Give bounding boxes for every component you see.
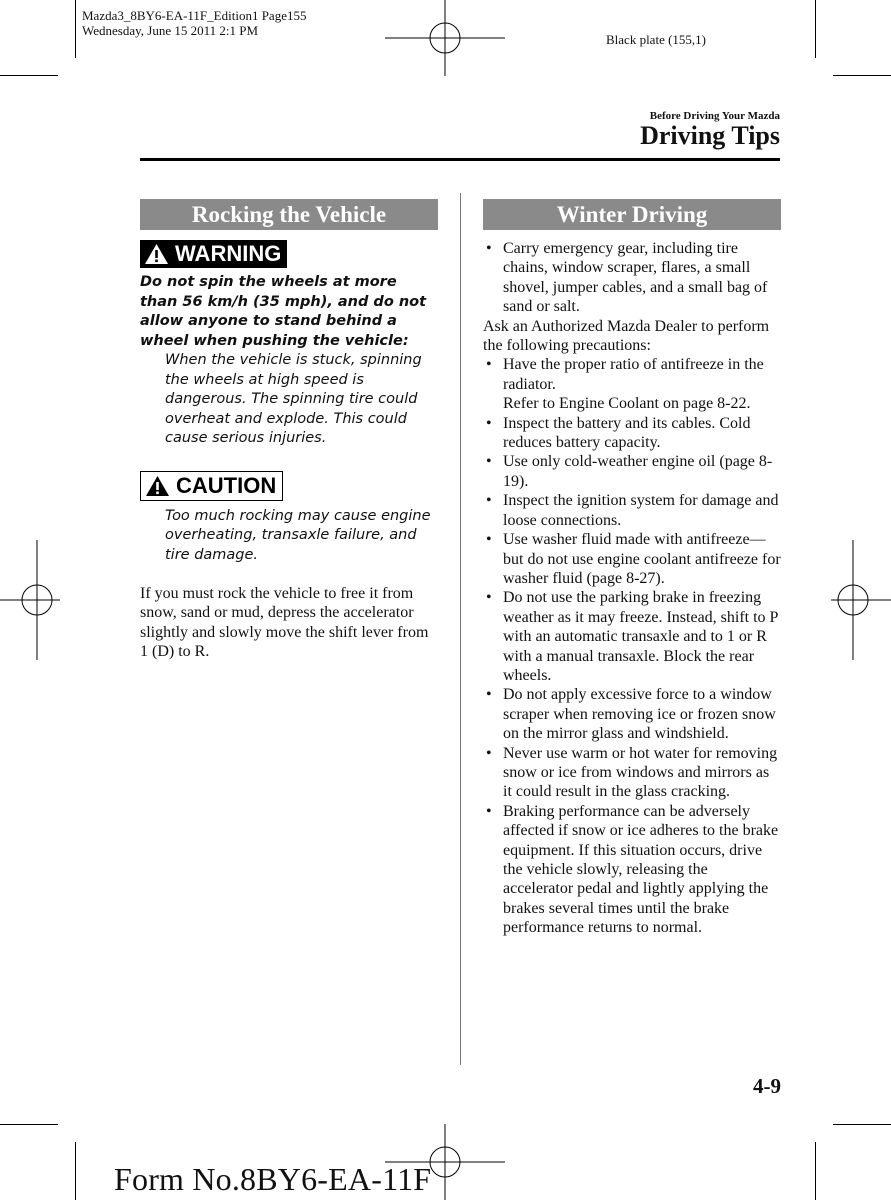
- list-item-text: Never use warm or hot water for removing snow or ice from windows and mirrors as it could result in the glass cracking.: [503, 744, 778, 801]
- registration-mark-icon: [0, 540, 60, 660]
- bullet-icon: •: [486, 492, 492, 510]
- registration-mark-icon: [385, 0, 505, 76]
- list-item-text: Carry emergency gear, including tire chains, window scraper, flares, a small shovel, jumper cables, and a small bag of sand or salt.: [503, 240, 768, 316]
- warning-lead: Do not spin the wheels at more than 56 km/h (35 mph), and do not allow anyone to stand behind a wheel when pushing the vehicle:: [140, 274, 427, 349]
- column-divider: [460, 193, 461, 1065]
- warning-label: WARNING: [175, 241, 282, 266]
- list-item-text: Inspect the battery and its cables. Cold reduces battery capacity.: [503, 414, 751, 452]
- page-title: Driving Tips: [640, 121, 780, 150]
- list-item: [483, 802, 781, 938]
- list-item-text: Use washer fluid made with antifreeze—but do not use engine coolant antifreeze for washer fluid (page 8-27).: [503, 531, 781, 587]
- caution-badge: [140, 471, 283, 501]
- form-number: Form No.8BY6-EA-11F: [114, 1161, 432, 1197]
- list-item: [483, 239, 781, 317]
- warning-triangle-icon: [144, 243, 169, 265]
- list-item: [483, 452, 781, 491]
- crop-mark: [0, 1124, 58, 1125]
- print-date-line: Wednesday, June 15 2011 2:1 PM: [82, 23, 259, 38]
- list-item-text: Have the proper ratio of antifreeze in the radiator.: [503, 356, 764, 393]
- bullet-icon: •: [486, 744, 492, 762]
- crop-mark: [75, 1142, 76, 1200]
- warning-badge-wrap: [140, 240, 287, 268]
- list-item: [483, 588, 781, 685]
- caution-detail: Too much rocking may cause engine overheating, transaxle failure, and tire damage.: [165, 507, 431, 563]
- warning-badge: [140, 240, 287, 268]
- list-item-text: Do not use the parking brake in freezing weather as it may freeze. Instead, shift to P with an automatic transaxle and to 1 or R with a manual transaxle. Block the rear wheels.: [503, 589, 778, 684]
- list-item-reference: Refer to Engine Coolant on page 8-22.: [503, 395, 751, 413]
- section-heading-winter: Winter Driving: [483, 199, 781, 230]
- list-item: [483, 530, 781, 588]
- chapter-label: Before Driving Your Mazda: [649, 110, 780, 122]
- list-item: [483, 491, 781, 530]
- rocking-instructions: If you must rock the vehicle to free it from snow, sand or mud, depress the accelerator slightly and slowly move the shift lever from 1 (D) to R.: [140, 585, 429, 661]
- list-item: [483, 685, 781, 743]
- list-item: [483, 414, 781, 453]
- plate-info: Black plate (155,1): [606, 32, 706, 47]
- bullet-icon: •: [486, 240, 492, 257]
- caution-triangle-icon: [145, 475, 170, 497]
- crop-mark: [833, 75, 891, 76]
- bullet-icon: •: [486, 531, 492, 549]
- left-column: [140, 199, 438, 662]
- precautions-intro: Ask an Authorized Mazda Dealer to perform the following precautions:: [483, 317, 770, 355]
- crop-mark: [815, 1142, 816, 1200]
- list-item-text: Use only cold-weather engine oil (page 8-19).: [503, 453, 773, 490]
- bullet-icon: •: [486, 589, 492, 607]
- list-item: [483, 744, 781, 802]
- bullet-icon: •: [486, 802, 492, 820]
- crop-mark: [75, 0, 76, 58]
- list-item-text: Do not apply excessive force to a window scraper when removing ice or frozen snow on the mirror glass and windshield.: [503, 686, 776, 743]
- crop-mark: [815, 0, 816, 58]
- caution-badge-wrap: [140, 471, 283, 501]
- list-item: [483, 355, 781, 413]
- header-rule: [140, 158, 780, 161]
- bullet-icon: •: [486, 356, 492, 374]
- print-file-line: Mazda3_8BY6-EA-11F_Edition1 Page155: [82, 8, 307, 23]
- bullet-icon: •: [486, 453, 492, 471]
- precautions-list: [483, 355, 781, 937]
- print-file-info: [82, 8, 306, 38]
- list-item-text: Inspect the ignition system for damage and loose connections.: [503, 492, 779, 529]
- registration-mark-icon: [831, 540, 891, 660]
- bullet-icon: •: [486, 414, 492, 432]
- page-number: 4-9: [753, 1074, 781, 1098]
- warning-detail: When the vehicle is stuck, spinning the wheels at high speed is dangerous. The spinning tire could overheat and explode. This could cause serious injuries.: [165, 352, 422, 446]
- caution-label: CAUTION: [176, 472, 277, 498]
- crop-mark: [833, 1124, 891, 1125]
- section-heading-rocking: Rocking the Vehicle: [140, 199, 438, 230]
- bullet-icon: •: [486, 686, 492, 704]
- crop-mark: [0, 75, 58, 76]
- list-item-text: Braking performance can be adversely affected if snow or ice adheres to the brake equipment. If this situation occurs, drive the vehicle slowly, releasing the accelerator pedal and lightly applying the brakes several times until the brake performance returns to normal.: [503, 802, 779, 937]
- emergency-gear-list: [483, 239, 781, 317]
- right-column: [483, 199, 781, 938]
